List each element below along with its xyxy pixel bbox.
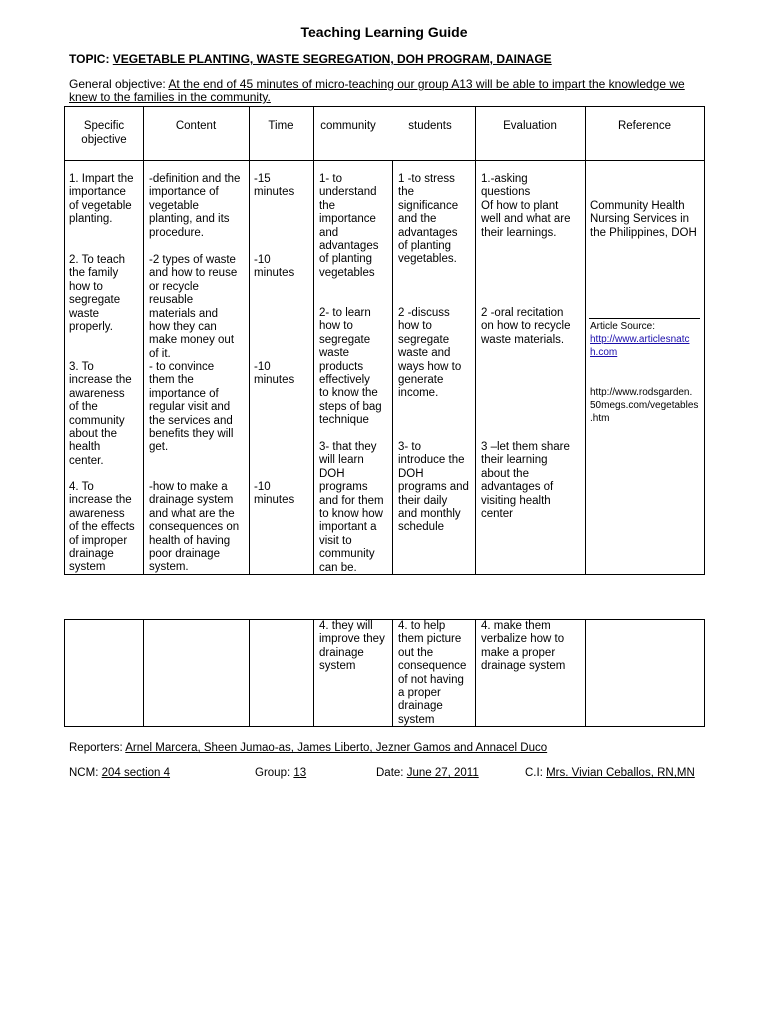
community-4: 4. they will improve they drainage system bbox=[319, 620, 385, 673]
evaluation-3: 3 –let them share their learning about the advantages of visiting health center bbox=[481, 441, 570, 521]
specific-objective-1: 1. Impart the importance of vegetable planting. bbox=[69, 173, 134, 226]
content-1: -definition and the importance of vegetable planting, and its procedure. bbox=[149, 173, 241, 239]
footer-ci bbox=[525, 767, 695, 779]
evaluation-1: 1.-asking questions Of how to plant well and what are their learnings. bbox=[481, 173, 571, 239]
header-content: Content bbox=[175, 120, 217, 132]
header-reference: Reference bbox=[617, 120, 672, 132]
ncm-value: 204 section 4 bbox=[101, 767, 171, 779]
students-2: 2 -discuss how to segregate waste and ways how to generate income. bbox=[398, 307, 462, 400]
ci-value: Mrs. Vivian Ceballos, RN,MN bbox=[546, 767, 695, 779]
objective-value: At the end of 45 minutes of micro-teaching our group A13 will be able to impart the knowledge we knew to the families in the community. bbox=[69, 77, 685, 104]
topic-label: TOPIC: bbox=[69, 52, 113, 66]
specific-objective-4: 4. To increase the awareness of the effects of improper drainage system bbox=[69, 481, 135, 574]
reference-main: Community Health Nursing Services in the Philippines, DOH bbox=[590, 200, 697, 239]
date-label: Date: bbox=[376, 767, 407, 779]
objective-label: General objective: bbox=[69, 77, 169, 91]
students-1: 1 -to stress the significance and the advantages of planting vegetables. bbox=[398, 173, 459, 266]
students-4: 4. to help them picture out the consequence of not having a proper drainage system bbox=[398, 620, 467, 726]
reporters-names: Arnel Marcera, Sheen Jumao-as, James Liberto, Jezner Gamos and Annacel Duco bbox=[125, 742, 548, 754]
ncm-label: NCM: bbox=[69, 767, 102, 779]
time-1: -15 minutes bbox=[254, 173, 295, 199]
ci-label: C.I: bbox=[525, 767, 547, 779]
header-specific-objective: Specific objective bbox=[81, 120, 127, 146]
group-value: 13 bbox=[293, 767, 307, 779]
students-3: 3- to introduce the DOH programs and their daily and monthly schedule bbox=[398, 441, 469, 534]
reference-source-label: Article Source: bbox=[590, 321, 656, 332]
document-title: Teaching Learning Guide bbox=[300, 24, 468, 40]
topic-line bbox=[69, 52, 552, 66]
footer-ncm bbox=[69, 767, 170, 779]
time-2: -10 minutes bbox=[254, 254, 295, 280]
community-2: 2- to learn how to segregate waste products effectively to know the steps of bag technique bbox=[319, 307, 382, 427]
community-3: 3- that they will learn DOH programs and for them to know how important a visit to community can be. bbox=[319, 441, 384, 574]
reference-source-link[interactable]: http://www.articlesnatc h.com bbox=[590, 334, 690, 358]
evaluation-2: 2 -oral recitation on how to recycle waste materials. bbox=[481, 307, 571, 346]
evaluation-4: 4. make them verbalize how to make a proper drainage system bbox=[481, 620, 566, 673]
reference-second-link[interactable]: http://www.rodsgarden. 50megs.com/vegetables .htm bbox=[590, 387, 699, 424]
footer-group bbox=[255, 767, 306, 779]
group-label: Group: bbox=[255, 767, 294, 779]
general-objective bbox=[69, 78, 689, 104]
specific-objective-2: 2. To teach the family how to segregate waste properly. bbox=[69, 254, 126, 334]
reporters-line bbox=[69, 742, 547, 754]
header-community: community bbox=[320, 120, 376, 132]
specific-objective-3: 3. To increase the awareness of the community about the health center. bbox=[69, 361, 132, 467]
header-evaluation: Evaluation bbox=[503, 120, 557, 132]
date-value: June 27, 2011 bbox=[406, 767, 479, 779]
content-4: -how to make a drainage system and what are the consequences on health of having poor drainage system. bbox=[149, 481, 240, 574]
header-students: students bbox=[408, 120, 452, 132]
content-2: -2 types of waste and how to reuse or recycle reusable materials and how they can make money out of it. bbox=[149, 254, 238, 360]
time-4: -10 minutes bbox=[254, 481, 295, 507]
footer-date bbox=[376, 767, 479, 779]
content-3: - to convince them the importance of regular visit and the services and benefits they will get. bbox=[149, 361, 234, 454]
community-1: 1- to understand the importance and advantages of planting vegetables bbox=[319, 173, 379, 279]
topic-value: VEGETABLE PLANTING, WASTE SEGREGATION, DOH PROGRAM, DAINAGE bbox=[112, 52, 552, 66]
reporters-label: Reporters: bbox=[69, 742, 126, 754]
header-time: Time bbox=[268, 120, 294, 132]
time-3: -10 minutes bbox=[254, 361, 295, 387]
